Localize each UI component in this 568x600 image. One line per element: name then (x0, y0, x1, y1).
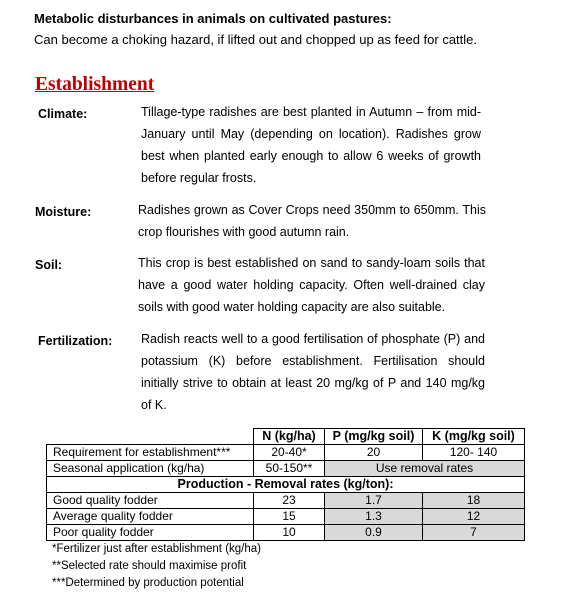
row-label: Seasonal application (kg/ha) (47, 461, 254, 477)
cell-pk: Use removal rates (325, 461, 525, 477)
row-label: Poor quality fodder (47, 525, 254, 541)
cell-p: 1.7 (325, 493, 423, 509)
production-header: Production - Removal rates (kg/ton): (47, 477, 525, 493)
soil-label: Soil: (35, 258, 63, 272)
climate-text: Tillage-type radishes are best planted in Autumn – from mid-January until May (depending on location). Radishes grow best when planted early enough to allow 6 weeks of growth before regular frosts. (141, 105, 481, 185)
cell-n: 10 (254, 525, 325, 541)
cell-n: 15 (254, 509, 325, 525)
cell-k: 18 (423, 493, 525, 509)
fertilizer-table (46, 428, 525, 541)
table-row (47, 525, 525, 541)
row-label: Requirement for establishment*** (47, 445, 254, 461)
cell-n: 20-40* (254, 445, 325, 461)
header-n: N (kg/ha) (254, 429, 325, 445)
cell-p: 0.9 (325, 525, 423, 541)
section-title: Establishment (35, 74, 155, 95)
row-label: Good quality fodder (47, 493, 254, 509)
table-row (47, 509, 525, 525)
footnote: **Selected rate should maximise profit (52, 560, 247, 572)
table-header-row (47, 429, 525, 445)
cell-n: 23 (254, 493, 325, 509)
table-row (47, 445, 525, 461)
footnote: ***Determined by production potential (52, 577, 244, 589)
intro-text: Can become a choking hazard, if lifted out and chopped up as feed for cattle. (34, 32, 478, 47)
footnote: *Fertilizer just after establishment (kg/ha) (52, 543, 261, 555)
soil-text: This crop is best established on sand to sandy-loam soils that have a good water holding capacity. Often well-drained clay soils with good water holding capacity are also suitable. (138, 256, 485, 314)
header-p: P (mg/kg soil) (325, 429, 423, 445)
production-header-row (47, 477, 525, 493)
fertilization-text: Radish reacts well to a good fertilisation of phosphate (P) and potassium (K) before establishment. Fertilisation should initially strive to obtain at least 20 mg/kg of P and 140 mg/kg of K. (141, 332, 485, 412)
table-row (47, 461, 525, 477)
cell-k: 120- 140 (423, 445, 525, 461)
header-k: K (mg/kg soil) (423, 429, 525, 445)
intro-heading: Metabolic disturbances in animals on cultivated pastures: (34, 11, 392, 26)
row-label: Average quality fodder (47, 509, 254, 525)
cell-n: 50-150** (254, 461, 325, 477)
cell-p: 1.3 (325, 509, 423, 525)
moisture-label: Moisture: (35, 205, 92, 219)
fertilization-label: Fertilization: (38, 334, 113, 348)
cell-p: 20 (325, 445, 423, 461)
cell-k: 7 (423, 525, 525, 541)
climate-label: Climate: (38, 107, 88, 121)
cell-k: 12 (423, 509, 525, 525)
table-row (47, 493, 525, 509)
moisture-text: Radishes grown as Cover Crops need 350mm to 650mm. This crop flourishes with good autumn rain. (138, 203, 486, 239)
